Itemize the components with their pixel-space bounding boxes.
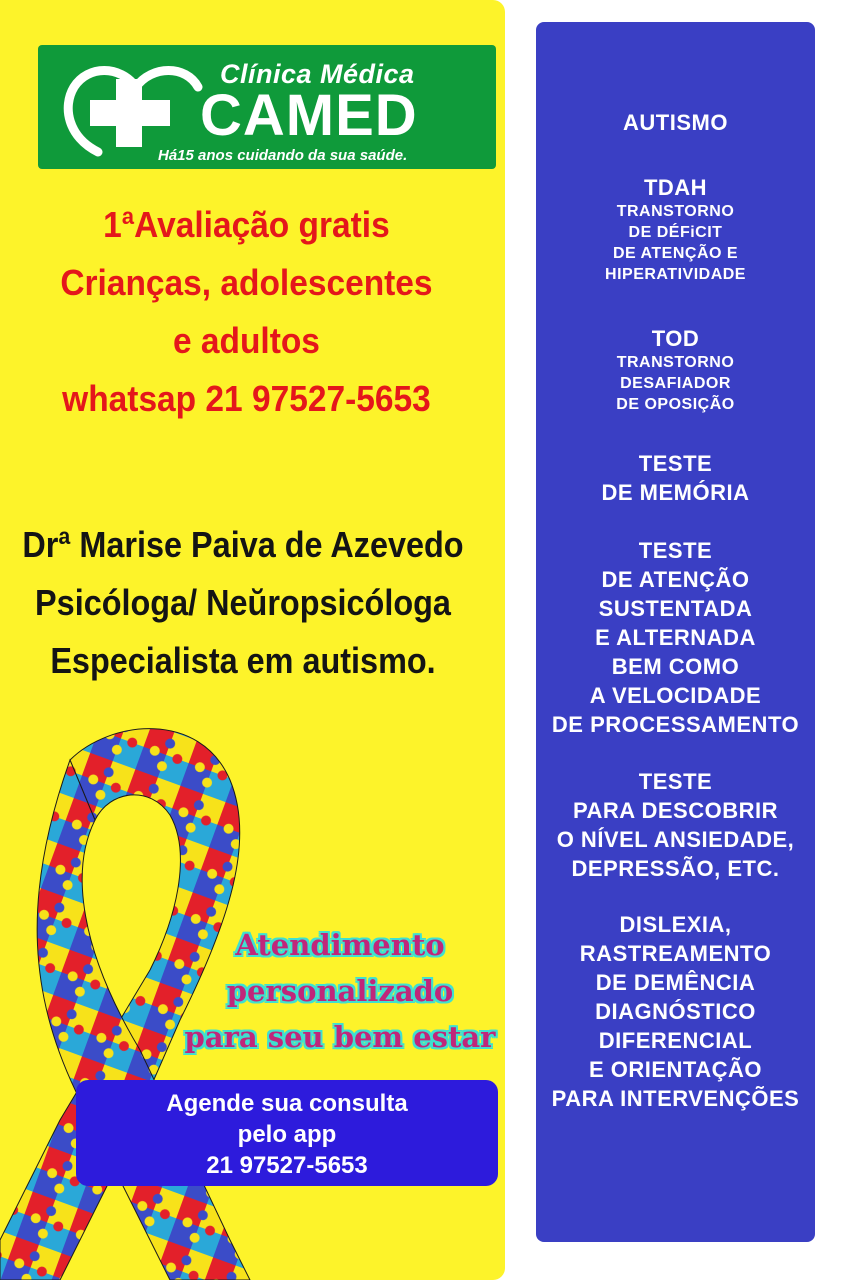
service-atencao-line: TESTE	[638, 538, 713, 563]
service-tdah-line: HIPERATIVIDADE	[605, 266, 746, 283]
service-tdah-line: TRANSTORNO	[616, 203, 735, 220]
service-ansiedade-line: TESTE	[638, 769, 713, 794]
service-tdah-line: DE DÉFiCIT	[628, 224, 723, 241]
schedule-phone: 21 97527-5653	[206, 1152, 368, 1179]
service-ansiedade-line: PARA DESCOBRIR	[572, 798, 778, 823]
slogan-line: personalizado	[226, 974, 454, 1008]
logo-brand-name: CAMED	[200, 83, 418, 148]
attendance-slogan	[180, 922, 500, 1060]
service-memoria-line: TESTE	[638, 451, 713, 476]
service-tod-line: DE OPOSIÇÃO	[616, 396, 735, 413]
logo-clinic-label: Clínica Médica	[220, 59, 415, 89]
service-atencao-line: A VELOCIDADE	[589, 683, 762, 708]
service-dislexia-line: DISLEXIA,	[619, 912, 732, 937]
promo-whatsapp-line: whatsap 21 97527-5653	[62, 378, 431, 419]
service-atencao-line: E ALTERNADA	[595, 625, 756, 650]
logo-tagline: Há15 anos cuidando da sua saúde.	[158, 147, 408, 164]
slogan-line: para seu bem estar	[184, 1020, 496, 1054]
service-atencao-line: SUSTENTADA	[598, 596, 753, 621]
promo-line: 1ªAvaliação gratis	[103, 204, 390, 245]
service-dislexia-line: RASTREAMENTO	[579, 941, 772, 966]
service-tdah-line: DE ATENÇÃO E	[612, 245, 739, 262]
doctor-specialty: Especialista em autismo.	[50, 640, 436, 681]
service-tod-line: TRANSTORNO	[616, 354, 735, 371]
service-tdah-title: TDAH	[643, 175, 708, 200]
service-atencao-line: DE PROCESSAMENTO	[551, 712, 800, 737]
schedule-line: pelo app	[237, 1121, 337, 1148]
doctor-info	[0, 516, 486, 690]
service-atencao-line: BEM COMO	[611, 654, 740, 679]
promo-line: e adultos	[172, 320, 320, 361]
service-dislexia-line: E ORIENTAÇÃO	[588, 1057, 763, 1082]
service-dislexia-line: PARA INTERVENÇÕES	[551, 1086, 800, 1111]
schedule-line: Agende sua consulta	[166, 1090, 408, 1117]
doctor-name: Drª Marise Paiva de Azevedo	[22, 524, 464, 565]
service-tod-line: DESAFIADOR	[620, 375, 731, 392]
service-autismo: AUTISMO	[623, 110, 728, 135]
promo-text	[0, 196, 493, 428]
promo-line: Crianças, adolescentes	[60, 262, 433, 303]
service-tod-title: TOD	[651, 326, 700, 351]
service-memoria-line: DE MEMÓRIA	[601, 480, 750, 505]
doctor-title: Psicóloga/ Neŭropsicóloga	[35, 582, 451, 623]
service-ansiedade-line: O NÍVEL ANSIEDADE,	[556, 827, 795, 852]
service-atencao-line: DE ATENÇÃO	[601, 567, 750, 592]
schedule-box	[76, 1080, 498, 1186]
slogan-line: Atendimento	[235, 928, 445, 962]
service-ansiedade-line: DEPRESSÃO, ETC.	[571, 856, 780, 881]
services-panel	[536, 22, 815, 1242]
service-dislexia-line: DE DEMÊNCIA	[595, 970, 756, 995]
clinic-logo	[38, 45, 496, 169]
service-dislexia-line: DIAGNÓSTICO	[595, 999, 756, 1024]
service-dislexia-line: DIFERENCIAL	[598, 1028, 753, 1053]
